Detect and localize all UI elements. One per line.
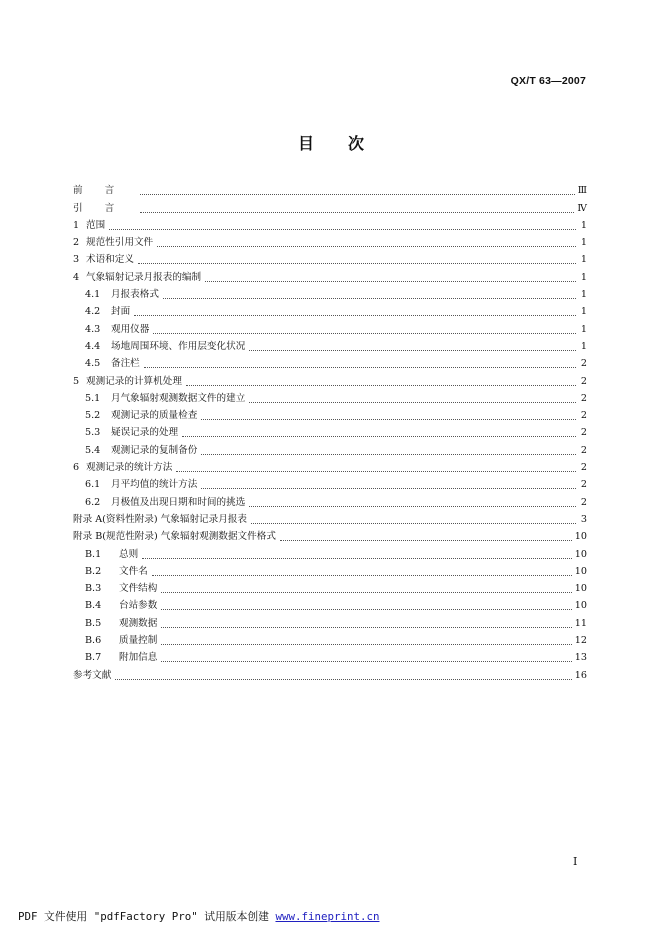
standard-code: QX/T 63—2007 (510, 75, 586, 87)
toc-entry[interactable] (73, 318, 587, 335)
toc-dot-leader (161, 626, 571, 628)
toc-entry-label: 附录 B(规范性附录) 气象辐射观测数据文件格式 (73, 531, 276, 543)
toc-entry-number: B.1 (85, 548, 102, 560)
toc-entry-label: 疑误记录的处理 (111, 427, 179, 439)
toc-entry[interactable] (73, 509, 587, 526)
toc-entry[interactable] (73, 612, 587, 629)
toc-entry-label: 引言 (73, 202, 137, 214)
toc-entry-number: 5.3 (85, 427, 101, 439)
toc-entry-label: 月气象辐射观测数据文件的建立 (111, 392, 246, 404)
toc-entry[interactable] (73, 422, 587, 439)
toc-dot-leader (182, 435, 576, 437)
toc-entry-page: 12 (574, 635, 587, 647)
toc-entry[interactable] (73, 215, 587, 232)
toc-dot-leader (163, 297, 576, 299)
toc-entry[interactable] (73, 370, 587, 387)
toc-entry-number: 5.2 (85, 410, 101, 422)
toc-entry[interactable] (73, 526, 587, 543)
toc-entry[interactable] (73, 232, 587, 249)
toc-dot-leader (161, 643, 571, 645)
toc-dot-leader (142, 557, 572, 559)
toc-dot-leader (138, 262, 576, 264)
toc-dot-leader (161, 660, 571, 662)
toc-entry-number: 6.1 (85, 479, 101, 491)
toc-entry-label: 术语和定义 (86, 254, 134, 266)
toc-entry-page: 2 (580, 410, 587, 422)
toc-entry[interactable] (73, 491, 587, 508)
toc-entry[interactable] (73, 405, 587, 422)
toc-entry[interactable] (73, 180, 587, 197)
toc-entry-label: 附录 A(资料性附录) 气象辐射记录月报表 (73, 513, 248, 525)
toc-entry[interactable] (73, 301, 587, 318)
toc-entry-label: 观测记录的统计方法 (86, 462, 173, 474)
toc-entry-number: 4.4 (85, 340, 101, 352)
toc-entry-label: 文件名 (119, 565, 148, 577)
toc-entry-page: 2 (580, 496, 587, 508)
page-number: I (573, 855, 578, 868)
toc-entry-page: 2 (580, 462, 587, 474)
toc-entry[interactable] (73, 336, 587, 353)
toc-dot-leader (161, 608, 571, 610)
toc-dot-leader (280, 539, 572, 541)
toc-entry-page: 10 (574, 548, 587, 560)
toc-entry-page: 10 (574, 583, 587, 595)
toc-entry[interactable] (73, 474, 587, 491)
toc-entry-page: 1 (580, 323, 587, 335)
toc-dot-leader (140, 193, 575, 195)
toc-entry-page: 1 (580, 237, 587, 249)
toc-entry-number: 1 (73, 219, 80, 231)
toc-entry-label: 附加信息 (119, 652, 158, 664)
toc-entry-label: 观测数据 (119, 617, 158, 629)
toc-entry[interactable] (73, 353, 587, 370)
toc-entry-number: 2 (73, 237, 80, 249)
toc-dot-leader (201, 487, 576, 489)
toc-entry-page: 1 (580, 219, 587, 231)
toc-entry[interactable] (73, 578, 587, 595)
toc-entry[interactable] (73, 439, 587, 456)
toc-entry-number: B.6 (85, 635, 102, 647)
toc-dot-leader (109, 228, 576, 230)
toc-entry-number: 4.1 (85, 289, 101, 301)
toc-entry-label: 观测记录的计算机处理 (86, 375, 182, 387)
toc-entry-page: Ⅲ (577, 185, 587, 197)
toc-entry-page: 10 (574, 531, 587, 543)
toc-dot-leader (152, 574, 572, 576)
toc-entry[interactable] (73, 388, 587, 405)
toc-entry-number: 4.3 (85, 323, 101, 335)
toc-entry-page: 16 (574, 669, 587, 681)
toc-entry-number: 3 (73, 254, 80, 266)
toc-entry-page: 1 (580, 340, 587, 352)
toc-entry-page: 1 (580, 271, 587, 283)
toc-dot-leader (205, 280, 576, 282)
toc-entry-number: 5.4 (85, 444, 101, 456)
toc-entry-page: 2 (580, 479, 587, 491)
toc-entry-page: 13 (574, 652, 587, 664)
toc-entry-label: 气象辐射记录月报表的编制 (86, 271, 202, 283)
toc-dot-leader (161, 591, 571, 593)
toc-dot-leader (176, 470, 576, 472)
toc-dot-leader (115, 678, 571, 680)
toc-entry-label: 总则 (119, 548, 139, 560)
page-title: 目次 (297, 134, 398, 153)
footer-watermark (18, 909, 380, 924)
toc-dot-leader (249, 505, 576, 507)
toc-entry[interactable] (73, 284, 587, 301)
toc-entry-label: 观测记录的质量检查 (111, 410, 198, 422)
toc-entry[interactable] (73, 664, 587, 681)
toc-entry-number: B.4 (85, 600, 102, 612)
toc-entry-label: 封面 (111, 306, 131, 318)
toc-entry-page: Ⅳ (577, 202, 587, 214)
toc-dot-leader (249, 401, 576, 403)
toc-entry[interactable] (73, 647, 587, 664)
toc-entry-page: 1 (580, 306, 587, 318)
toc-entry[interactable] (73, 197, 587, 214)
toc-entry-number: B.3 (85, 583, 102, 595)
toc-entry-label: 月报表格式 (111, 289, 159, 301)
toc-entry[interactable] (73, 543, 587, 560)
toc-entry-label: 备注栏 (111, 358, 140, 370)
footer-link[interactable]: www.fineprint.cn (275, 910, 380, 923)
toc-entry-page: 1 (580, 289, 587, 301)
toc-dot-leader (134, 314, 576, 316)
toc-entry[interactable] (73, 595, 587, 612)
toc-entry-label: 规范性引用文件 (86, 237, 154, 249)
toc-entry[interactable] (73, 561, 587, 578)
toc-entry-number: 5.1 (85, 392, 101, 404)
toc-entry-label: 范围 (86, 219, 106, 231)
toc-entry-label: 台站参数 (119, 600, 158, 612)
toc-entry-number: B.5 (85, 617, 102, 629)
toc-entry-label: 月极值及出现日期和时间的挑选 (111, 496, 246, 508)
toc-entry-label: 观测记录的复制备份 (111, 444, 198, 456)
toc-entry-label: 月平均值的统计方法 (111, 479, 198, 491)
toc-dot-leader (201, 418, 576, 420)
toc-dot-leader (186, 384, 576, 386)
toc-entry-number: 6 (73, 462, 80, 474)
toc-entry-label: 文件结构 (119, 583, 158, 595)
toc-entry-number: B.2 (85, 565, 102, 577)
toc-entry-page: 2 (580, 392, 587, 404)
toc-entry-label: 参考文献 (73, 669, 112, 681)
toc-entry-page: 11 (574, 617, 587, 629)
toc-entry-page: 2 (580, 444, 587, 456)
toc-dot-leader (201, 453, 576, 455)
footer-text: PDF 文件使用 "pdfFactory Pro" 试用版本创建 (18, 910, 276, 923)
toc-entry-number: 4.5 (85, 358, 101, 370)
toc-entry-page: 1 (580, 254, 587, 266)
toc-entry[interactable] (73, 630, 587, 647)
toc-dot-leader (144, 366, 576, 368)
toc-entry-page: 2 (580, 427, 587, 439)
toc-entry-page: 2 (580, 358, 587, 370)
toc-entry-page: 3 (580, 513, 587, 525)
toc-entry-number: 4.2 (85, 306, 101, 318)
toc-entry-label: 场地周围环境、作用层变化状况 (111, 340, 246, 352)
toc-entry-page: 10 (574, 565, 587, 577)
toc-entry-page: 10 (574, 600, 587, 612)
toc-dot-leader (153, 332, 576, 334)
toc-dot-leader (251, 522, 576, 524)
toc-entry-number: 6.2 (85, 496, 101, 508)
toc-entry[interactable] (73, 266, 587, 283)
toc-dot-leader (140, 211, 574, 213)
toc-entry-number: B.7 (85, 652, 102, 664)
toc-entry[interactable] (73, 457, 587, 474)
toc-entry-page: 2 (580, 375, 587, 387)
toc-dot-leader (157, 245, 576, 247)
toc-entry-number: 4 (73, 271, 80, 283)
toc-entry[interactable] (73, 249, 587, 266)
toc-entry-number: 5 (73, 375, 80, 387)
toc-entry-label: 质量控制 (119, 635, 158, 647)
toc-entry-label: 观用仪器 (111, 323, 150, 335)
toc-entry-label: 前言 (73, 185, 137, 197)
table-of-contents (73, 180, 587, 682)
toc-dot-leader (249, 349, 576, 351)
